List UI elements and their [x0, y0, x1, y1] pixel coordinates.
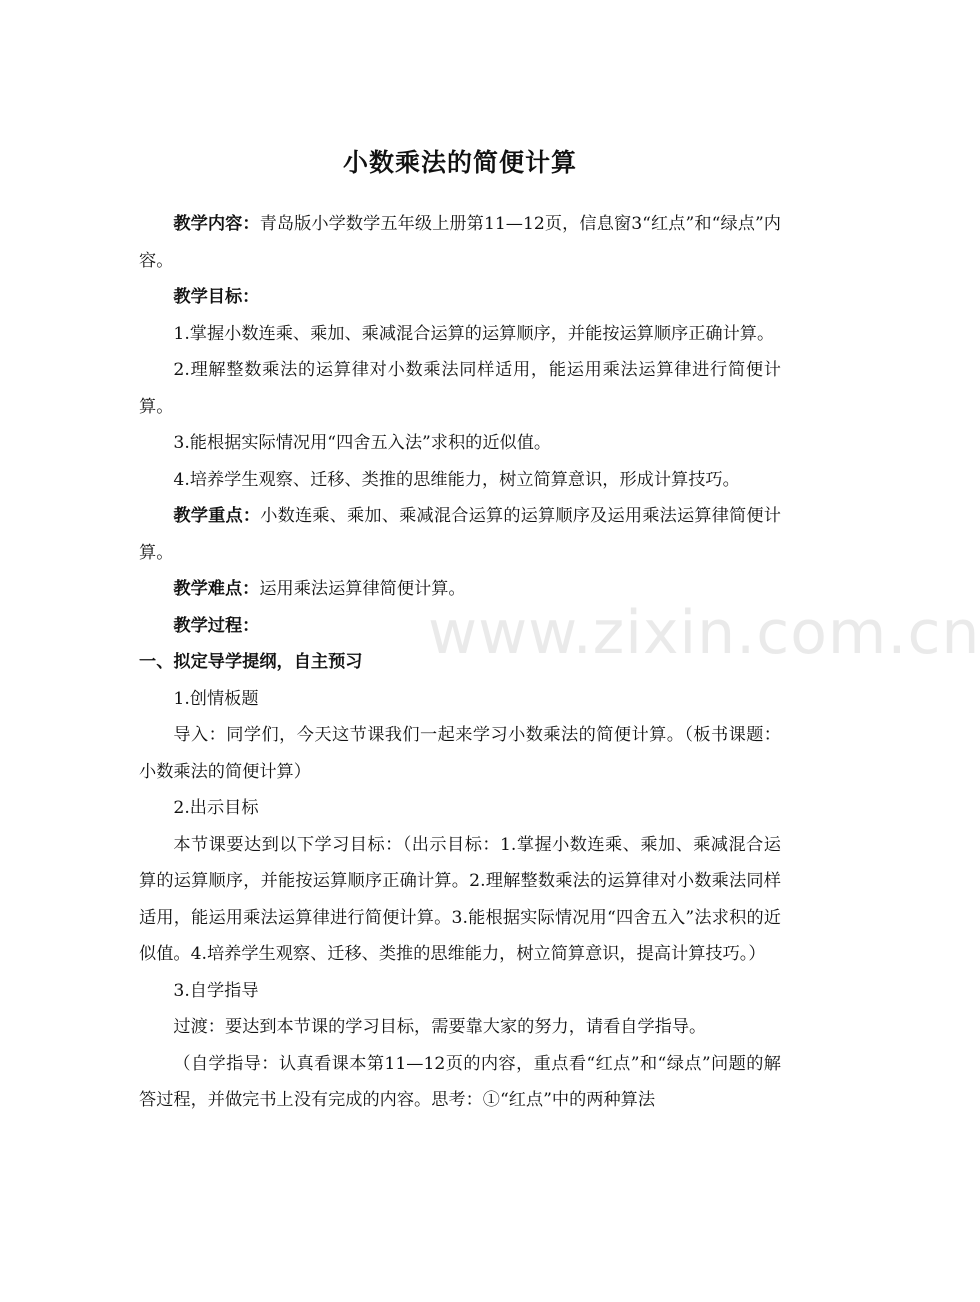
difficulty-label: 教学难点： — [173, 579, 260, 599]
teaching-content-paragraph — [139, 206, 781, 279]
key-point-label: 教学重点： — [173, 506, 261, 526]
step1-title: 1.创情板题 — [173, 688, 259, 709]
objectives-heading — [139, 279, 781, 316]
objective-item: 4.培养学生观察、迁移、类推的思维能力，树立简算意识，形成计算技巧。 — [173, 469, 740, 490]
process-heading — [139, 608, 781, 645]
step2-text: 本节课要达到以下学习目标：（出示目标：1.掌握小数连乘、乘加、乘减混合运算的运算顺序，并能按运算顺序正确计算。2.理解整数乘法的运算律对小数乘法同样适用，能运用乘法运算律进行简便计算。3.能根据实际情况用“四舍五入”法求积的近似值。4.培养学生观察、迁移、类推的思维能力，树立简算意识，提高计算技巧。） — [139, 834, 781, 964]
page-title: 小数乘法的简便计算 — [342, 148, 577, 177]
step3-title: 3.自学指导 — [173, 980, 259, 1001]
teaching-content-label: 教学内容： — [173, 214, 260, 234]
step3-transition: 过渡：要达到本节课的学习目标，需要靠大家的努力，请看自学指导。 — [173, 1017, 707, 1037]
objective-item: 3.能根据实际情况用“四舍五入法”求积的近似值。 — [173, 433, 552, 453]
objective-item: 2.理解整数乘法的运算律对小数乘法同样适用，能运用乘法运算律进行简便计算。 — [139, 360, 781, 417]
document-body — [139, 206, 781, 1119]
step2-title: 2.出示目标 — [173, 798, 259, 818]
step1-text: 导入：同学们，今天这节课我们一起来学习小数乘法的简便计算。（板书课题：小数乘法的简便计算） — [139, 725, 781, 782]
difficulty-paragraph — [139, 571, 781, 608]
key-point-text: 小数连乘、乘加、乘减混合运算的运算顺序及运用乘法运算律简便计算。 — [139, 506, 781, 563]
section1-heading: 一、拟定导学提纲，自主预习 — [139, 652, 363, 672]
difficulty-text: 运用乘法运算律简便计算。 — [259, 579, 466, 599]
watermark: www.zixin.com.cn — [428, 598, 980, 668]
objectives-label: 教学目标： — [173, 287, 260, 307]
process-label: 教学过程： — [173, 615, 260, 636]
step3-guide: （自学指导：认真看课本第11—12页的内容，重点看“红点”和“绿点”问题的解答过程，并做完书上没有完成的内容。思考：①“红点”中的两种算法 — [139, 1053, 781, 1110]
section1-heading-paragraph — [139, 644, 781, 681]
key-point-paragraph — [139, 498, 781, 571]
objective-item: 1.掌握小数连乘、乘加、乘减混合运算的运算顺序，并能按运算顺序正确计算。 — [173, 323, 775, 344]
teaching-content-text: 青岛版小学数学五年级上册第11—12页，信息窗3“红点”和“绿点”内容。 — [139, 214, 781, 271]
